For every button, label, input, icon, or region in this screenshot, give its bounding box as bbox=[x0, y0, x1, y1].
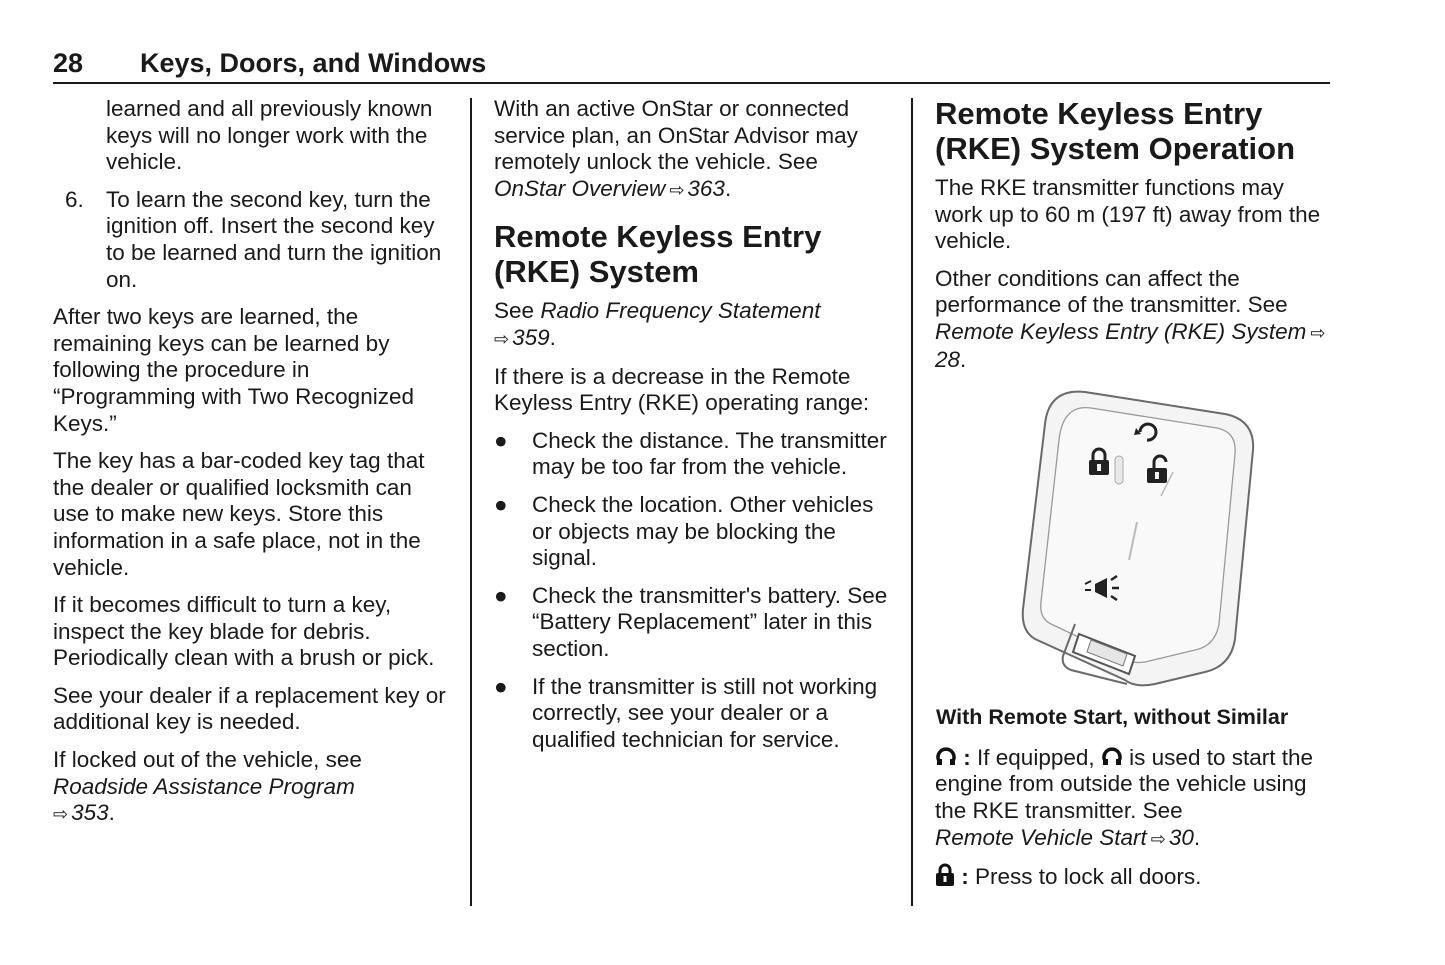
xref-arrow-icon: ⇨ bbox=[669, 179, 685, 200]
paragraph-locked-out bbox=[53, 747, 453, 828]
conditions-text: Other conditions can affect the performance of the transmitter. See bbox=[935, 265, 1288, 318]
roadside-page-ref[interactable]: 353 bbox=[71, 800, 109, 826]
period: . bbox=[108, 800, 115, 826]
section-title: Keys, Doors, and Windows bbox=[140, 48, 487, 78]
step-text: To learn the second key, turn the ignition off. Insert the second key to be learned and turn the ignition on. bbox=[106, 186, 442, 292]
rke-page-ref[interactable]: 28 bbox=[935, 346, 961, 372]
remote-vehicle-start-link[interactable]: Remote Vehicle Start bbox=[935, 824, 1147, 850]
figure-caption: With Remote Start, without Similar bbox=[936, 705, 1289, 730]
step-6 bbox=[53, 187, 453, 293]
bullet-text: Check the transmitter's battery. See “Battery Replacement” later in this section. bbox=[532, 582, 888, 661]
paragraph-decrease: If there is a decrease in the Remote Keyless Entry (RKE) operating range: bbox=[494, 363, 870, 416]
period: . bbox=[724, 175, 732, 201]
period: . bbox=[1193, 824, 1201, 850]
xref-arrow-icon: ⇨ bbox=[1150, 828, 1166, 849]
column-divider-1 bbox=[470, 98, 472, 906]
xref-arrow-icon: ⇨ bbox=[53, 804, 69, 825]
period: . bbox=[960, 346, 967, 372]
bullet-text: If the transmitter is still not working correctly, see your dealer or a qualified technician for service. bbox=[532, 673, 878, 752]
heading-rke-operation: Remote Keyless Entry (RKE) System Operation bbox=[935, 96, 1296, 166]
key-fob-illustration bbox=[1015, 384, 1265, 694]
fob-button-divider bbox=[1115, 456, 1123, 484]
symbol-colon: : bbox=[963, 744, 971, 770]
roadside-assistance-link[interactable]: Roadside Assistance Program bbox=[53, 773, 355, 799]
heading-rke-system: Remote Keyless Entry (RKE) System bbox=[494, 219, 822, 290]
page-header bbox=[53, 48, 1330, 84]
paragraph-radio-frequency bbox=[494, 298, 894, 352]
bullet-text: Check the location. Other vehicles or objects may be blocking the signal. bbox=[532, 491, 874, 571]
column-divider-2 bbox=[911, 98, 913, 906]
bullet-text: Check the distance. The transmitter may be too far from the vehicle. bbox=[532, 427, 887, 480]
remote-start-icon bbox=[1101, 744, 1123, 768]
rke-system-link[interactable]: Remote Keyless Entry (RKE) System bbox=[935, 318, 1307, 344]
paragraph-difficult-key: If it becomes difficult to turn a key, inspect the key blade for debris. Periodically clean with a brush or pick. bbox=[53, 592, 435, 671]
symbol-colon: : bbox=[961, 864, 969, 890]
see-text: See bbox=[494, 298, 535, 324]
locked-out-text: If locked out of the vehicle, see bbox=[53, 747, 362, 773]
onstar-page-ref[interactable]: 363 bbox=[687, 175, 725, 201]
radio-page-ref[interactable]: 359 bbox=[512, 324, 550, 350]
paragraph-range: The RKE transmitter functions may work up to 60 m (197 ft) away from the vehicle. bbox=[935, 175, 1321, 254]
page-number: 28 bbox=[53, 48, 84, 78]
continued-step-text: learned and all previously known keys will no longer work with the vehicle. bbox=[106, 96, 433, 175]
paragraph-key-tag: The key has a bar-coded key tag that the dealer or qualified locksmith can use to make new keys. Store this information in a safe place, not in the vehicle. bbox=[53, 448, 425, 580]
lock-icon bbox=[935, 863, 955, 887]
fob-body bbox=[1023, 392, 1253, 686]
onstar-text: With an active OnStar or connected service plan, an OnStar Advisor may remotely unlock the vehicle. See bbox=[494, 96, 858, 175]
column-3 bbox=[935, 96, 1330, 902]
paragraph-lock bbox=[935, 863, 1330, 891]
bullet-item bbox=[494, 428, 894, 481]
bullet-item bbox=[494, 674, 894, 754]
onstar-overview-link[interactable]: OnStar Overview bbox=[494, 175, 666, 201]
bullet-icon: ● bbox=[494, 427, 508, 453]
bullet-item bbox=[494, 583, 894, 663]
xref-arrow-icon: ⇨ bbox=[1310, 322, 1326, 343]
paragraph-onstar bbox=[494, 96, 894, 203]
step-number: 6. bbox=[65, 186, 84, 212]
bullet-icon: ● bbox=[494, 673, 508, 699]
paragraph-after-two-keys: After two keys are learned, the remaining keys can be learned by following the procedure in “Programming with Two Recognized Keys.” bbox=[53, 304, 414, 436]
paragraph-dealer: See your dealer if a replacement key or additional key is needed. bbox=[53, 682, 446, 735]
lock-text: Press to lock all doors. bbox=[975, 864, 1202, 890]
radio-frequency-link[interactable]: Radio Frequency Statement bbox=[540, 298, 821, 324]
column-1 bbox=[53, 96, 453, 839]
xref-arrow-icon: ⇨ bbox=[494, 328, 510, 349]
remote-start-text-b: is used to start the engine from outside the vehicle using the RKE transmitter. See bbox=[935, 744, 1314, 823]
bullet-icon: ● bbox=[494, 491, 508, 517]
remote-start-icon bbox=[935, 744, 957, 768]
remote-start-page-ref[interactable]: 30 bbox=[1168, 824, 1194, 850]
bullet-item bbox=[494, 492, 894, 572]
period: . bbox=[549, 324, 556, 350]
paragraph-remote-start bbox=[935, 744, 1330, 852]
bullet-icon: ● bbox=[494, 582, 508, 608]
paragraph-conditions bbox=[935, 266, 1330, 373]
remote-start-text-a: If equipped, bbox=[977, 744, 1095, 770]
column-2 bbox=[494, 96, 894, 764]
